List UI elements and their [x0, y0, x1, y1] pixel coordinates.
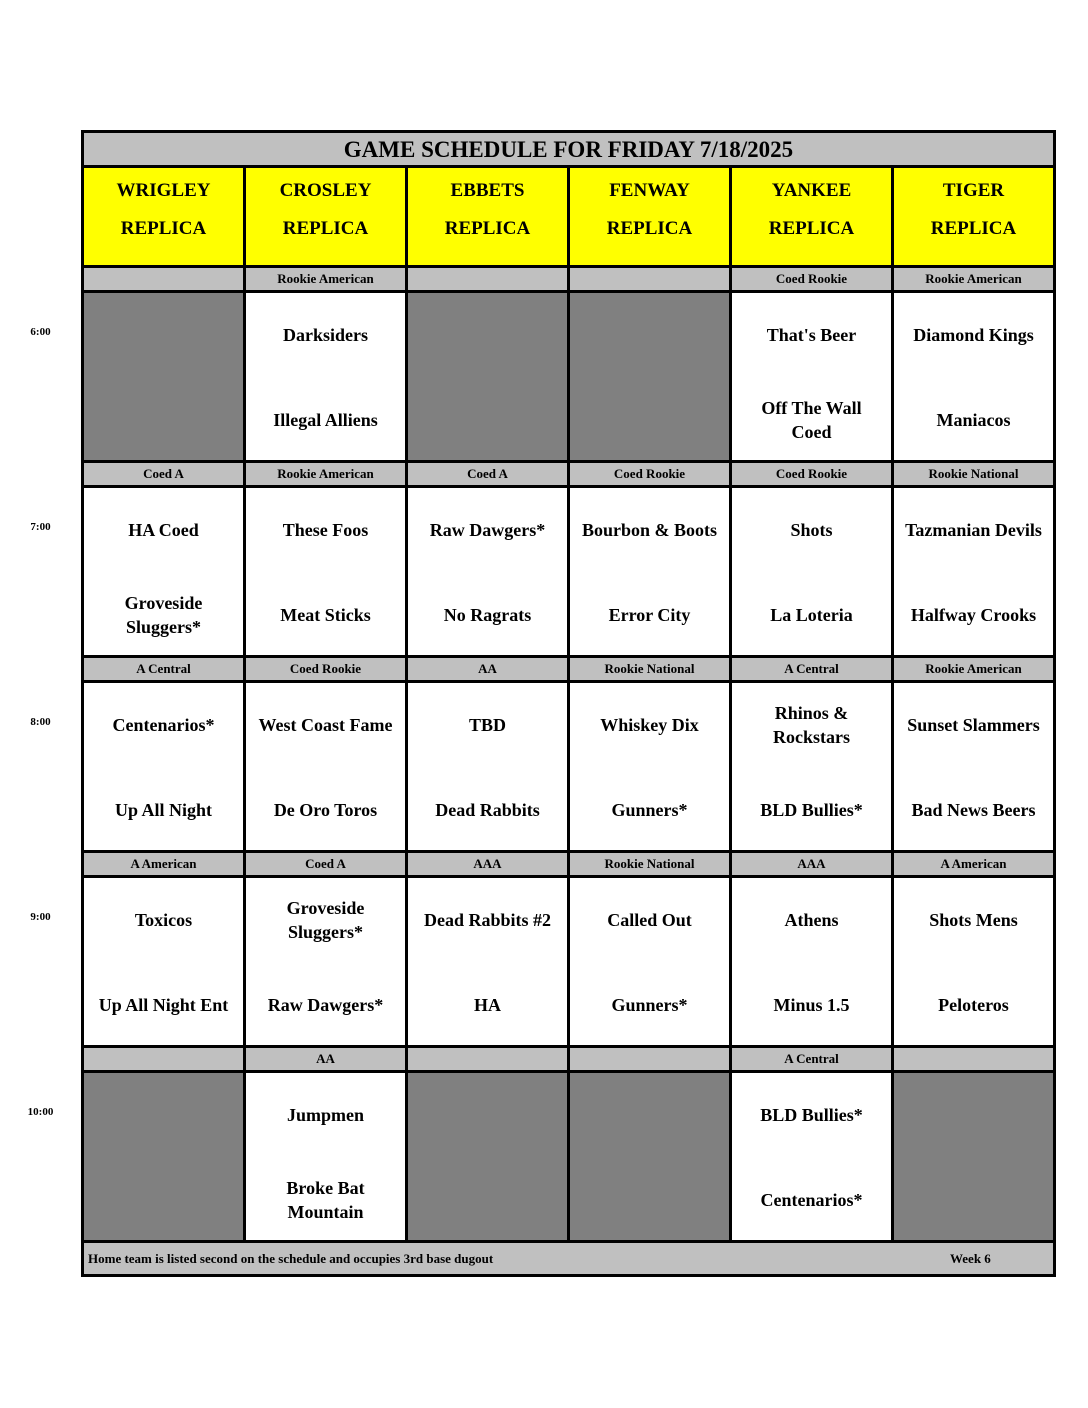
division-label: Rookie National	[894, 463, 1053, 488]
division-label: A Central	[732, 658, 894, 683]
game-cell	[246, 293, 408, 463]
division-label: A Central	[732, 1048, 894, 1073]
home-team: De Oro Toros	[273, 800, 378, 820]
game-cell	[570, 683, 732, 853]
division-label: AA	[408, 658, 570, 683]
home-team: Peloteros	[938, 995, 1009, 1015]
game-cell	[894, 293, 1053, 463]
away-team: That's Beer	[766, 325, 857, 345]
field-name: EBBETS	[450, 180, 525, 201]
away-team: Shots Mens	[929, 910, 1018, 930]
field-header-wrigley	[84, 168, 246, 268]
game-cell	[732, 488, 894, 658]
division-label: A American	[84, 853, 246, 878]
time-label: 8:00	[30, 716, 51, 728]
division-label	[570, 268, 732, 293]
home-team: Up All Night Ent	[98, 995, 229, 1015]
field-name: TIGER	[942, 180, 1005, 201]
field-name: FENWAY	[609, 180, 690, 201]
away-team: Raw Dawgers*	[429, 520, 546, 540]
game-cell	[246, 488, 408, 658]
division-label	[84, 1048, 246, 1073]
home-team: Halfway Crooks	[910, 605, 1037, 625]
time-label: 9:00	[30, 911, 51, 923]
game-cell	[894, 488, 1053, 658]
field-header-ebbets	[408, 168, 570, 268]
division-label: Coed A	[84, 463, 246, 488]
game-cell	[246, 683, 408, 853]
field-name: WRIGLEY	[116, 180, 211, 201]
field-subtitle: REPLICA	[282, 218, 369, 239]
game-cell	[84, 878, 246, 1048]
time-label: 7:00	[30, 521, 51, 533]
division-label	[894, 1048, 1053, 1073]
field-subtitle: REPLICA	[444, 218, 531, 239]
away-team: Rhinos & Rockstars	[773, 703, 850, 747]
game-cell	[408, 488, 570, 658]
game-cell	[894, 683, 1053, 853]
division-label: Coed Rookie	[732, 268, 894, 293]
schedule-table	[81, 130, 1056, 1277]
home-team: No Ragrats	[443, 605, 532, 625]
division-label: AAA	[732, 853, 894, 878]
home-team: Groveside Sluggers*	[124, 593, 203, 637]
away-team: BLD Bullies*	[760, 1105, 863, 1125]
field-subtitle: REPLICA	[120, 218, 207, 239]
field-subtitle: REPLICA	[930, 218, 1017, 239]
game-cell	[732, 683, 894, 853]
time-label: 10:00	[27, 1106, 54, 1118]
home-team: Off The Wall Coed	[761, 398, 862, 442]
empty-slot	[894, 1073, 1053, 1243]
division-label: A Central	[84, 658, 246, 683]
division-label	[570, 1048, 732, 1073]
division-label: AAA	[408, 853, 570, 878]
away-team: Toxicos	[134, 910, 193, 930]
away-team: TBD	[468, 715, 506, 735]
division-label: Coed A	[408, 463, 570, 488]
game-cell	[732, 878, 894, 1048]
empty-slot	[408, 293, 570, 463]
home-team: Illegal Alliens	[273, 410, 378, 430]
empty-slot	[570, 293, 732, 463]
field-header-yankee	[732, 168, 894, 268]
division-label: Coed A	[246, 853, 408, 878]
away-team: Dead Rabbits #2	[423, 910, 552, 930]
footer-bar	[84, 1243, 1053, 1274]
division-label: A American	[894, 853, 1053, 878]
away-team: Sunset Slammers	[907, 715, 1040, 735]
game-cell	[570, 488, 732, 658]
home-team: Dead Rabbits	[435, 800, 540, 820]
away-team: Shots	[790, 520, 833, 540]
away-team: Tazmanian Devils	[905, 520, 1042, 540]
empty-slot	[84, 1073, 246, 1243]
empty-slot	[408, 1073, 570, 1243]
division-label: Coed Rookie	[732, 463, 894, 488]
field-header-crosley	[246, 168, 408, 268]
home-team: HA	[474, 995, 501, 1015]
away-team: Darksiders	[283, 325, 368, 345]
home-team: Error City	[608, 605, 691, 625]
game-cell	[84, 488, 246, 658]
time-label: 6:00	[30, 326, 51, 338]
away-team: West Coast Fame	[258, 715, 393, 735]
game-cell	[408, 683, 570, 853]
home-team: Gunners*	[611, 800, 688, 820]
game-cell	[894, 878, 1053, 1048]
division-label: Coed Rookie	[570, 463, 732, 488]
division-label	[408, 1048, 570, 1073]
field-name: YANKEE	[771, 180, 852, 201]
division-label: Rookie National	[570, 658, 732, 683]
home-team: Minus 1.5	[773, 995, 850, 1015]
field-subtitle: REPLICA	[606, 218, 693, 239]
division-label: Rookie National	[570, 853, 732, 878]
field-subtitle: REPLICA	[768, 218, 855, 239]
away-team: HA Coed	[128, 520, 199, 540]
home-team: La Loteria	[770, 605, 853, 625]
away-team: Whiskey Dix	[600, 715, 699, 735]
away-team: Groveside Sluggers*	[286, 898, 365, 942]
game-cell	[570, 878, 732, 1048]
away-team: Jumpmen	[286, 1105, 364, 1125]
game-cell	[246, 878, 408, 1048]
away-team: Centenarios*	[112, 715, 215, 735]
home-team: Broke Bat Mountain	[286, 1178, 365, 1222]
away-team: Athens	[784, 910, 839, 930]
game-cell	[246, 1073, 408, 1243]
home-team: BLD Bullies*	[760, 800, 863, 820]
away-team: These Foos	[282, 520, 369, 540]
game-cell	[732, 1073, 894, 1243]
week-label: Week 6	[950, 1251, 991, 1266]
division-label: Rookie American	[894, 268, 1053, 293]
division-label: Rookie American	[894, 658, 1053, 683]
division-label	[84, 268, 246, 293]
away-team: Diamond Kings	[913, 325, 1034, 345]
schedule-title: GAME SCHEDULE FOR FRIDAY 7/18/2025	[84, 133, 1053, 168]
division-label	[408, 268, 570, 293]
home-team: Meat Sticks	[280, 605, 371, 625]
game-cell	[84, 683, 246, 853]
home-team: Raw Dawgers*	[267, 995, 384, 1015]
home-team: Bad News Beers	[911, 800, 1036, 820]
home-team: Maniacos	[936, 410, 1011, 430]
division-label: Rookie American	[246, 463, 408, 488]
division-label: Rookie American	[246, 268, 408, 293]
footer-note: Home team is listed second on the schedule and occupies 3rd base dugout	[88, 1251, 494, 1266]
empty-slot	[84, 293, 246, 463]
away-team: Bourbon & Boots	[581, 520, 718, 540]
field-name: CROSLEY	[279, 180, 372, 201]
away-team: Called Out	[607, 910, 692, 930]
empty-slot	[570, 1073, 732, 1243]
home-team: Centenarios*	[760, 1190, 863, 1210]
home-team: Gunners*	[611, 995, 688, 1015]
division-label: Coed Rookie	[246, 658, 408, 683]
game-cell	[408, 878, 570, 1048]
game-cell	[732, 293, 894, 463]
division-label: AA	[246, 1048, 408, 1073]
field-header-tiger	[894, 168, 1053, 268]
home-team: Up All Night	[114, 800, 213, 820]
field-header-fenway	[570, 168, 732, 268]
